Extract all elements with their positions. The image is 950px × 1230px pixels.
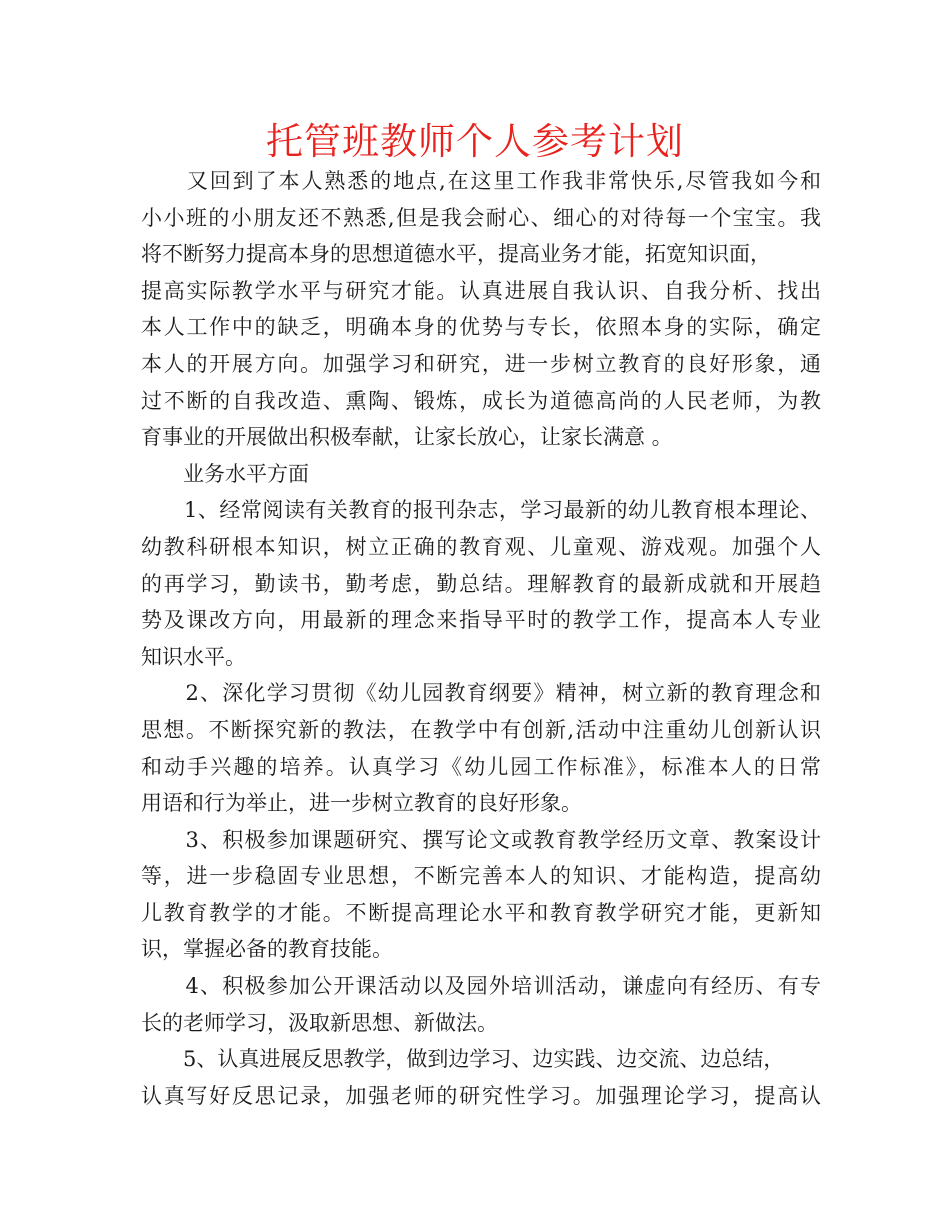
body-text-line: 幼教科研根本知识，树立正确的教育观、儿童观、游戏观。加强个人 bbox=[141, 534, 821, 559]
body-text-line: 长的老师学习，汲取新思想、新做法。 bbox=[141, 1010, 498, 1035]
body-text-line: 知识水平。 bbox=[141, 644, 246, 669]
body-text-line: 思想。不断探究新的教法，在教学中有创新,活动中注重幼儿创新认识 bbox=[141, 717, 821, 742]
document-title: 托管班教师个人参考计划 bbox=[266, 120, 684, 163]
body-text-line: 5、认真进展反思教学，做到边学习、边实践、边交流、边总结， bbox=[141, 1047, 785, 1072]
body-text-line: 小小班的小朋友还不熟悉,但是我会耐心、细心的对待每一个宝宝。我 bbox=[141, 205, 821, 230]
document-body bbox=[141, 163, 821, 1114]
body-text-line: 识，掌握必备的教育技能。 bbox=[141, 937, 393, 962]
body-text-line: 用语和行为举止，进一步树立教育的良好形象。 bbox=[141, 791, 582, 816]
body-text-line: 育事业的开展做出积极奉献，让家长放心，让家长满意 。 bbox=[141, 425, 673, 450]
body-text-line: 儿教育教学的才能。不断提高理论水平和教育教学研究才能，更新知 bbox=[141, 900, 821, 925]
body-text-line: 又回到了本人熟悉的地点,在这里工作我非常快乐,尽管我如今和 bbox=[141, 169, 821, 193]
body-text-line: 3、积极参加课题研究、撰写论文或教育教学经历文章、教案设计 bbox=[141, 827, 821, 852]
body-text-line: 本人的开展方向。加强学习和研究，进一步树立教育的良好形象，通 bbox=[141, 351, 821, 376]
body-text-line: 的再学习，勤读书，勤考虑，勤总结。理解教育的最新成就和开展趋 bbox=[141, 571, 821, 596]
body-text-line: 势及课改方向，用最新的理念来指导平时的教学工作，提高本人专业 bbox=[141, 608, 821, 633]
body-text-line: 将不断努力提高本身的思想道德水平，提高业务才能，拓宽知识面， bbox=[141, 242, 771, 267]
body-text-line: 等，进一步稳固专业思想，不断完善本人的知识、才能构造，提高幼 bbox=[141, 864, 821, 889]
body-text-line: 本人工作中的缺乏，明确本身的优势与专长，依照本身的实际，确定 bbox=[141, 315, 821, 340]
body-text-line: 和动手兴趣的培养。认真学习《幼儿园工作标准》，标准本人的日常 bbox=[141, 754, 821, 779]
body-text-line: 提高实际教学水平与研究才能。认真进展自我认识、自我分析、找出 bbox=[141, 278, 821, 303]
body-text-line: 认真写好反思记录，加强老师的研究性学习。加强理论学习，提高认 bbox=[141, 1083, 821, 1108]
body-text-line: 2、深化学习贯彻《幼儿园教育纲要》精神，树立新的教育理念和 bbox=[141, 681, 821, 706]
body-text-line: 4、积极参加公开课活动以及园外培训活动，谦虚向有经历、有专 bbox=[141, 974, 821, 999]
body-text-line: 过不断的自我改造、熏陶、锻炼，成长为道德高尚的人民老师，为教 bbox=[141, 388, 821, 413]
body-text-line: 业务水平方面 bbox=[141, 461, 309, 486]
body-text-line: 1、经常阅读有关教育的报刊杂志，学习最新的幼儿教育根本理论、 bbox=[141, 498, 821, 523]
